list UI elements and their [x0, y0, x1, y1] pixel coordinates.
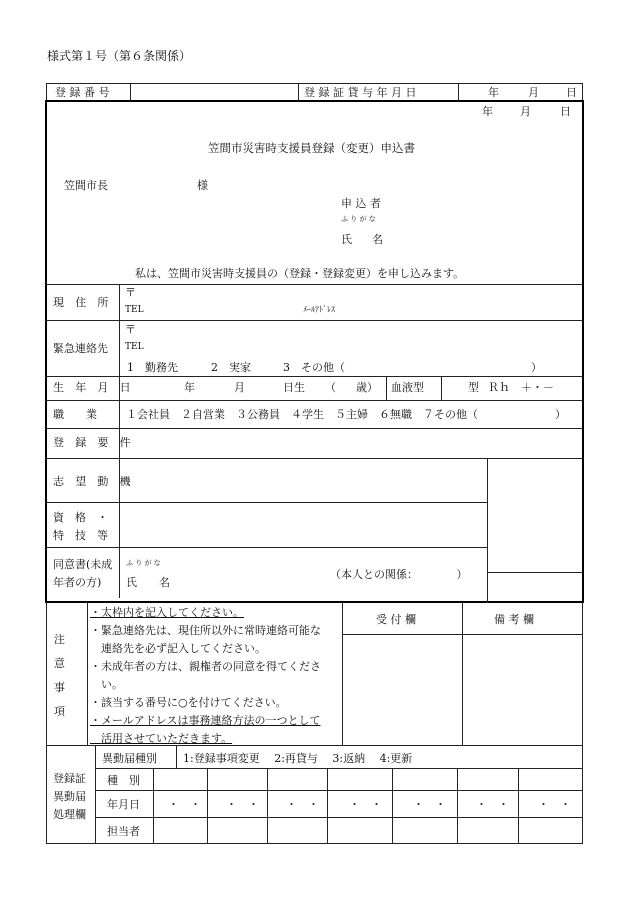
note-line: い。 [90, 678, 123, 691]
border [95, 790, 582, 791]
emergency-option-other[interactable]: 3 その他（ [283, 361, 345, 374]
date-placeholder: ・ ・ [286, 798, 319, 811]
notes-label-char-1: 注 [54, 633, 65, 646]
border [47, 458, 582, 459]
border [130, 83, 131, 100]
address-field[interactable] [140, 286, 570, 300]
border [207, 768, 208, 843]
border [441, 376, 442, 400]
registration-number-field[interactable] [132, 84, 296, 99]
border [342, 634, 582, 635]
notes-label-char-4: 項 [54, 705, 65, 718]
border [95, 768, 582, 769]
registration-requirements-label: 登 録 要 件 [53, 436, 135, 449]
border [298, 83, 299, 100]
application-statement: 私は、笠間市災害時支援員の（登録・登録変更）を申し込みます。 [135, 267, 465, 280]
border [487, 572, 582, 573]
border [153, 768, 154, 843]
addressee-mayor: 笠間市長 [64, 179, 108, 192]
border [95, 817, 582, 818]
border [47, 428, 582, 429]
consent-relation-label: （本人との関係： ） [330, 568, 468, 581]
registration-number-label: 登 録 番 号 [55, 86, 110, 99]
border [487, 458, 488, 603]
birth-year-label: 年 [184, 381, 195, 394]
border [47, 320, 582, 321]
border [47, 284, 582, 285]
occupation-label: 職 業 [53, 408, 97, 421]
birth-day-label: 日生 [283, 381, 305, 394]
emergency-option-family[interactable]: 2 実家 [211, 361, 251, 374]
border [47, 502, 487, 503]
emergency-option-work[interactable]: 1 勤務先 [127, 361, 178, 374]
note-line: ・太枠内を記入してください。 [90, 606, 244, 619]
age-open: （ [325, 381, 336, 394]
border [457, 768, 458, 843]
address-label: 現 住 所 [53, 296, 113, 309]
occupation-close: ） [555, 408, 566, 421]
rh-factor-options[interactable]: Ｒｈ ＋・－ [488, 381, 554, 394]
emergency-tel-label: TEL [125, 342, 144, 352]
border [462, 603, 463, 745]
border [46, 745, 47, 843]
applicant-name-label-1: 氏 [341, 233, 352, 246]
applicant-furigana-label: ふ り が な [341, 215, 376, 223]
application-year-label: 年 [482, 105, 493, 118]
date-label: 年月日 [107, 798, 140, 811]
address-mail-label: ﾒｰﾙｱﾄﾞﾚｽ [303, 305, 335, 314]
emergency-contact-label: 緊急連絡先 [53, 342, 108, 355]
issue-month-label: 月 [528, 86, 539, 99]
date-placeholder: ・ ・ [349, 798, 382, 811]
issue-date-label: 登 録 証 貸 与 年 月 日 [304, 86, 417, 99]
remarks-field[interactable] [464, 636, 580, 743]
staff-label: 担当者 [107, 825, 140, 838]
blood-type-label: 血液型 [391, 381, 424, 394]
note-line: 連絡先を必ず記入してください。 [90, 642, 266, 655]
remarks-label: 備 考 欄 [494, 613, 534, 626]
change-type-options: 1:登録事項変更 2:再貸与 3:返納 4:更新 [183, 752, 413, 765]
processing-label-1: 登録証 [53, 772, 86, 785]
address-postal-mark: 〒 [125, 286, 136, 299]
date-placeholder: ・ ・ [413, 798, 446, 811]
border [392, 768, 393, 843]
border [87, 603, 88, 745]
form-title: 笠間市災害時支援員登録（変更）申込書 [208, 141, 415, 155]
reception-label: 受 付 欄 [376, 613, 416, 626]
border [342, 603, 343, 745]
applicant-name-field[interactable] [390, 212, 570, 248]
application-day-label: 日 [560, 105, 571, 118]
note-line: 活用させていただきます。 [90, 732, 233, 745]
birth-month-label: 月 [234, 381, 245, 394]
date-placeholder: ・ ・ [538, 798, 571, 811]
emergency-option-close: ） [531, 361, 542, 374]
border [327, 768, 328, 843]
application-month-label: 月 [520, 105, 531, 118]
address-tel-label: TEL [125, 305, 144, 315]
kind-label: 種 別 [107, 774, 140, 787]
border [267, 768, 268, 843]
consent-label-2: 年者の方) [53, 576, 102, 589]
border [46, 83, 47, 100]
motivation-field[interactable] [121, 460, 485, 500]
border [518, 768, 519, 843]
date-placeholder: ・ ・ [476, 798, 509, 811]
border [95, 745, 96, 843]
border [47, 547, 487, 548]
border [46, 603, 47, 745]
note-line: ・未成年者の方は、親権者の同意を得てくださ [90, 660, 321, 673]
note-line: ・緊急連絡先は、現住所以外に常時連絡可能な [90, 624, 321, 637]
form-id: 様式第１号（第６条関係） [47, 49, 192, 63]
border [176, 745, 177, 768]
issue-day-label: 日 [566, 86, 577, 99]
change-type-label: 異動届種別 [102, 752, 157, 765]
notes-label-char-2: 意 [54, 657, 65, 670]
motivation-label: 志 望 動 機 [53, 475, 135, 488]
border [582, 83, 583, 100]
border [47, 400, 582, 401]
notes-label-char-3: 事 [54, 681, 65, 694]
reception-field[interactable] [344, 636, 460, 743]
consent-furigana-label: ふ り が な [126, 559, 161, 567]
qualification-label-2: 特 技 等 [53, 529, 108, 542]
addressee-honorific: 様 [197, 179, 208, 192]
processing-label-2: 異動届 [53, 790, 86, 803]
border [47, 376, 582, 377]
note-line: ・該当する番号に○を付けてください。 [90, 696, 287, 709]
consent-name-label: 氏 名 [126, 576, 170, 589]
applicant-name-label-2: 名 [372, 233, 383, 246]
qualification-label-1: 資 格 ・ [53, 511, 108, 524]
applicant-label: 申 込 者 [341, 197, 381, 210]
border [582, 603, 583, 745]
age-close: 歳） [356, 381, 378, 394]
issue-year-label: 年 [488, 86, 499, 99]
emergency-postal-mark: 〒 [125, 323, 136, 336]
consent-name-field[interactable] [180, 552, 320, 592]
birth-date-label: 生 年 月 日 [53, 381, 135, 394]
border [582, 745, 583, 843]
border [458, 83, 459, 100]
border [386, 376, 387, 400]
border [46, 83, 583, 84]
blood-type-kata: 型 [468, 381, 479, 394]
date-placeholder: ・ ・ [226, 798, 259, 811]
consent-label-1: 同意書(未成 [53, 558, 113, 571]
registration-requirements-field[interactable] [121, 430, 581, 456]
border [46, 745, 583, 746]
qualification-field[interactable] [121, 504, 485, 544]
processing-label-3: 処理欄 [53, 808, 86, 821]
occupation-options[interactable]: １会社員 ２自営業 ３公務員 ４学生 ５主婦 ６無職 ７その他（ [126, 408, 478, 421]
border [46, 843, 583, 844]
date-placeholder: ・ ・ [168, 798, 201, 811]
note-line: ・メールアドレスは事務連絡方法の一つとして [90, 714, 321, 727]
